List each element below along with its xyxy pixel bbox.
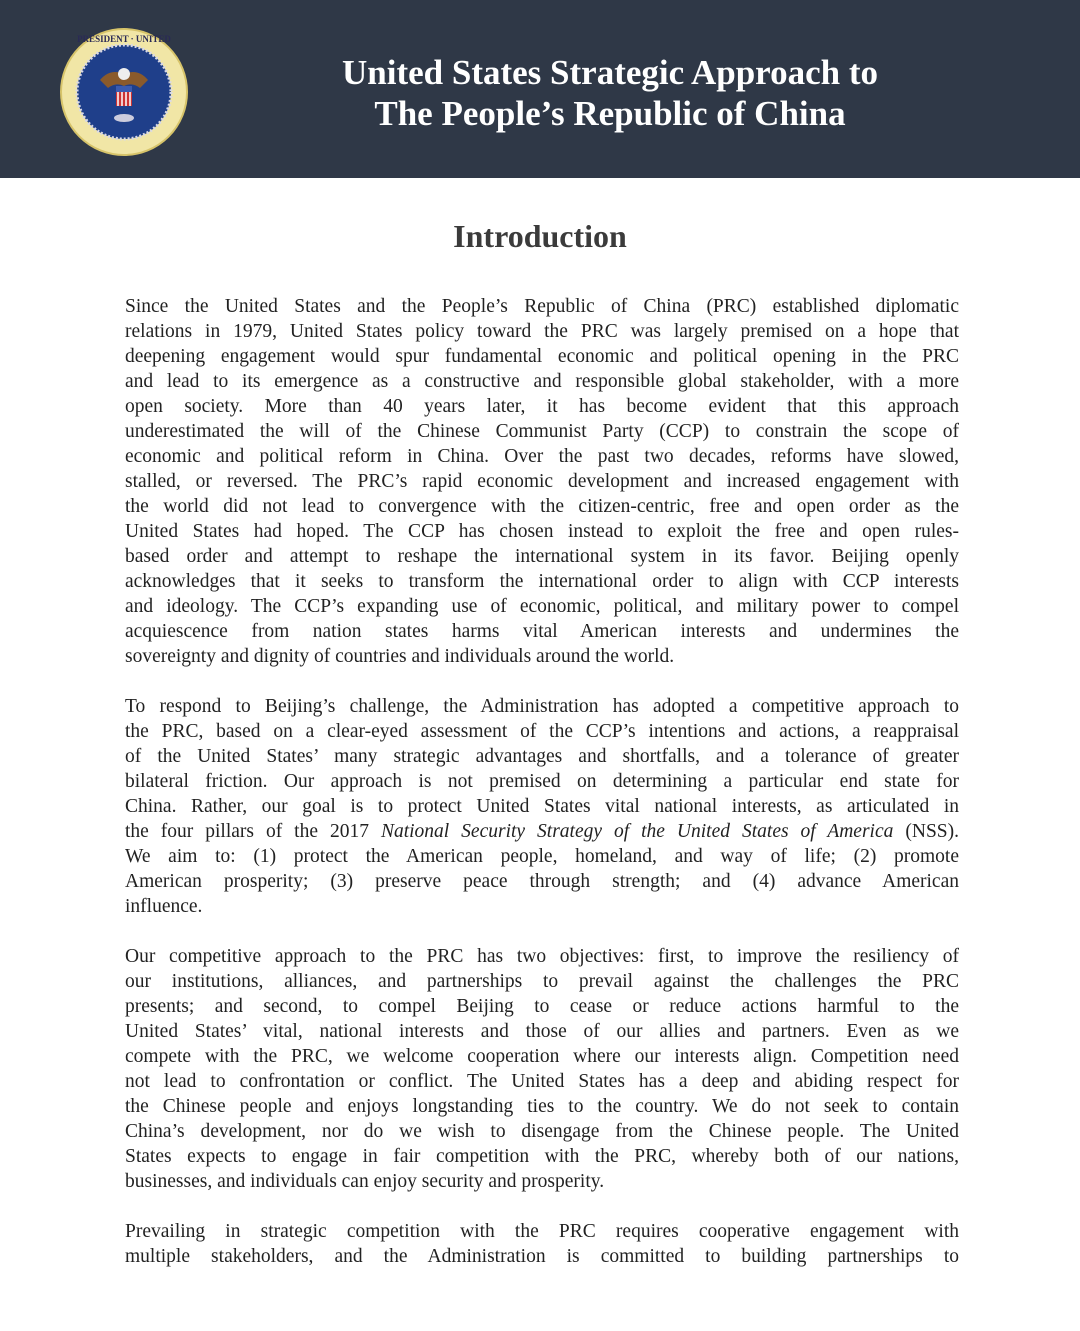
document-header bbox=[0, 0, 1080, 178]
text-line: compete with the PRC, we welcome cooperation where our interests align. Competition need bbox=[125, 1046, 959, 1067]
text-line: the PRC, based on a clear-eyed assessment of the CCP’s intentions and actions, a reappraisal bbox=[125, 721, 959, 742]
section-heading: Introduction bbox=[453, 218, 627, 254]
text-line: bilateral friction. Our approach is not premised on determining a particular end state for bbox=[125, 771, 959, 792]
text-line: sovereignty and dignity of countries and individuals around the world. bbox=[125, 646, 675, 667]
text-line: stalled, or reversed. The PRC’s rapid economic development and increased engagement with bbox=[125, 471, 959, 492]
text-line: based order and attempt to reshape the international system in its favor. Beijing openly bbox=[125, 546, 959, 567]
text-line: States expects to engage in fair competition with the PRC, whereby both of our nations, bbox=[125, 1146, 959, 1167]
paragraph bbox=[125, 1219, 959, 1269]
text-line: influence. bbox=[125, 896, 203, 917]
text-line: underestimated the will of the Chinese Communist Party (CCP) to constrain the scope of bbox=[125, 421, 959, 442]
text-line: the world did not lead to convergence with the citizen-centric, free and open order as the bbox=[125, 496, 959, 517]
title-line: The People’s Republic of China bbox=[374, 94, 846, 133]
text-line: not lead to confrontation or conflict. The United States has a deep and abiding respect for bbox=[125, 1071, 959, 1092]
text-line: We aim to: (1) protect the American people, homeland, and way of life; (2) promote bbox=[125, 846, 959, 867]
text-line: deepening engagement would spur fundamental economic and political opening in the PRC bbox=[125, 346, 959, 367]
text-line: American prosperity; (3) preserve peace through strength; and (4) advance American bbox=[125, 871, 959, 892]
text-line: acknowledges that it seeks to transform the international order to align with CCP interests bbox=[125, 571, 959, 592]
text-line bbox=[125, 819, 959, 844]
text-line: multiple stakeholders, and the Administration is committed to building partnerships to bbox=[125, 1246, 959, 1267]
paragraph bbox=[125, 294, 959, 669]
text-line: China’s development, nor do we wish to disengage from the Chinese people. The United bbox=[125, 1121, 959, 1142]
text-line: relations in 1979, United States policy toward the PRC was largely premised on a hope that bbox=[125, 321, 959, 342]
text-line: Since the United States and the People’s Republic of China (PRC) established diplomatic bbox=[125, 296, 959, 317]
document-body bbox=[125, 294, 959, 1294]
text-line: economic and political reform in China. Over the past two decades, reforms have slowed, bbox=[125, 446, 959, 467]
text-line: businesses, and individuals can enjoy security and prosperity. bbox=[125, 1171, 605, 1192]
text-line: acquiescence from nation states harms vital American interests and undermines the bbox=[125, 621, 959, 642]
text-line: and ideology. The CCP’s expanding use of economic, political, and military power to compel bbox=[125, 596, 959, 617]
text-segment: the four pillars of the 2017 bbox=[125, 821, 381, 842]
text-line: our institutions, alliances, and partnerships to prevail against the challenges the PRC bbox=[125, 971, 959, 992]
text-line: Prevailing in strategic competition with the PRC requires cooperative engagement with bbox=[125, 1221, 959, 1242]
paragraph bbox=[125, 694, 959, 919]
title-line: United States Strategic Approach to bbox=[342, 53, 878, 92]
text-line: and lead to its emergence as a constructive and responsible global stakeholder, with a more bbox=[125, 371, 959, 392]
italic-title: National Security Strategy of the United States of America bbox=[380, 821, 894, 842]
text-line: of the United States’ many strategic advantages and shortfalls, and a tolerance of greater bbox=[125, 746, 959, 767]
text-line: United States’ vital, national interests and those of our allies and partners. Even as we bbox=[125, 1021, 959, 1042]
text-line: open society. More than 40 years later, it has become evident that this approach bbox=[125, 396, 959, 417]
paragraph bbox=[125, 944, 959, 1194]
text-line: China. Rather, our goal is to protect United States vital national interests, as articulated in bbox=[125, 796, 959, 817]
presidential-seal-icon bbox=[60, 28, 188, 156]
svg-text:PRESIDENT · UNITED: PRESIDENT · UNITED bbox=[77, 34, 171, 44]
text-line: presents; and second, to compel Beijing to cease or reduce actions harmful to the bbox=[125, 996, 959, 1017]
text-segment: (NSS). bbox=[893, 821, 959, 842]
text-line: the Chinese people and enjoys longstanding ties to the country. We do not seek to contain bbox=[125, 1096, 959, 1117]
text-line: United States had hoped. The CCP has chosen instead to exploit the free and open rules- bbox=[125, 521, 959, 542]
text-line: Our competitive approach to the PRC has two objectives: first, to improve the resiliency of bbox=[125, 946, 959, 967]
text-line: To respond to Beijing’s challenge, the Administration has adopted a competitive approach to bbox=[125, 696, 959, 717]
document-title bbox=[200, 52, 1020, 134]
